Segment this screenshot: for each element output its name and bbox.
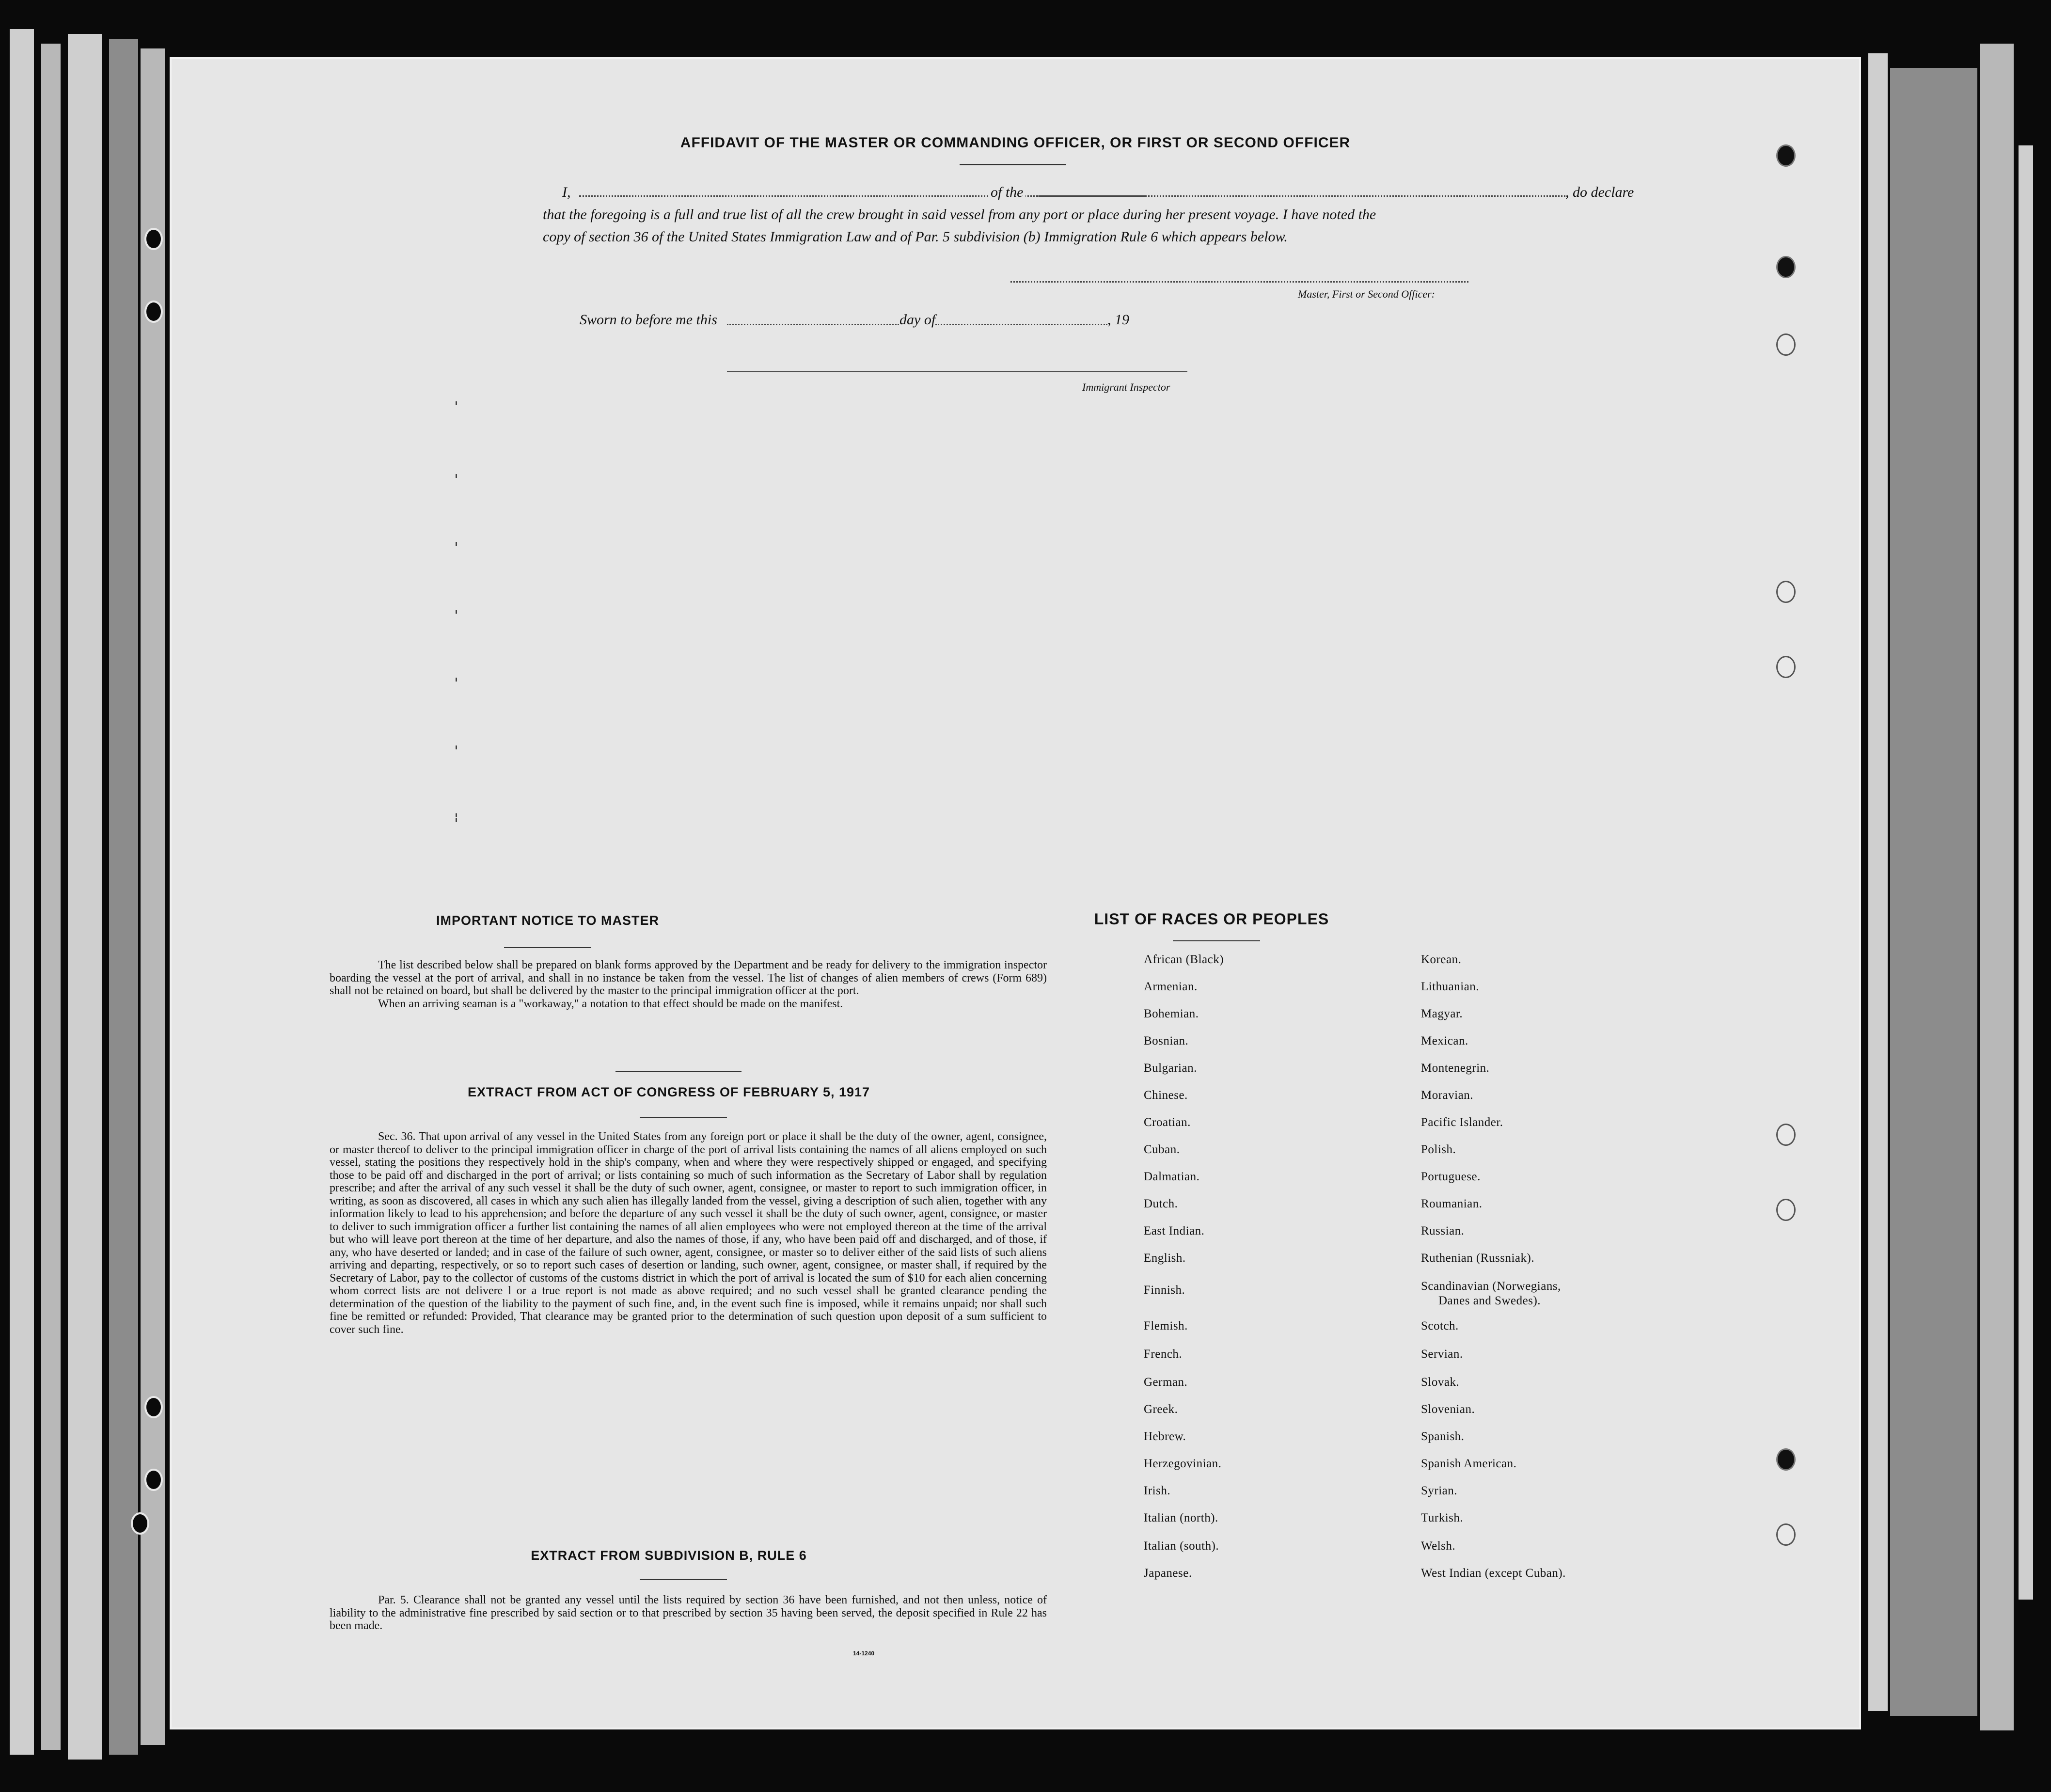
race-item: Croatian. — [1144, 1116, 1191, 1129]
sworn-year-prefix: , 19 — [1107, 312, 1129, 328]
notice-heading: IMPORTANT NOTICE TO MASTER — [436, 913, 659, 928]
act-extract-divider — [640, 1117, 727, 1118]
races-title: LIST OF RACES OR PEOPLES — [1094, 910, 1329, 928]
page-edge — [1980, 44, 2014, 1730]
declarant-prefix: I, — [562, 184, 571, 200]
notice-divider — [504, 947, 591, 948]
punch-hole-icon — [1776, 256, 1796, 278]
race-item: Lithuanian. — [1421, 980, 1480, 993]
race-item: Dutch. — [1144, 1197, 1178, 1210]
punch-hole-icon — [1776, 1448, 1796, 1471]
sworn-day-field[interactable] — [727, 324, 899, 325]
race-item: French. — [1144, 1348, 1183, 1361]
scan-mark — [456, 474, 457, 478]
inspector-signature-label: Immigrant Inspector — [1082, 381, 1170, 393]
punch-hole-icon — [1776, 581, 1796, 603]
sworn-prefix: Sworn to before me this — [580, 312, 717, 328]
scan-mark — [456, 813, 457, 817]
officer-signature-label: Master, First or Second Officer: — [1298, 288, 1435, 300]
page-edge — [41, 44, 61, 1750]
race-item: Moravian. — [1421, 1089, 1473, 1102]
race-item: Finnish. — [1144, 1284, 1185, 1297]
act-extract-text: Sec. 36. That upon arrival of any vessel in the United States from any foreign port or place it shall be the duty of the owner, agent, consignee, or master thereof to deliver to the principal immigration officer in charge of the port of arrival lists containing the names of all aliens employed on such vessel, stating the positions they respectively hold in the ship's company, when and where they were respectively shipped or engaged, and specifying those to be paid off and discharged in the port of arrival; or lists containing so much of such information as the Secretary of Labor shall by regulation prescribe; and after the arrival of any such vessel it shall be the duty of such owner, agent, consignee, or master to report to such immigration officer, in writing, as soon as discovered, all cases in which any such alien has illegally landed from the vessel, giving a description of such alien, together with any information likely to lead to his apprehension; and before the departure of any such vessel it shall be the duty of such owner, agent, consignee, or master to deliver to such immigration officer a further list containing the names of all alien employees who were not employed thereon at the time of the arrival but who will leave port thereon at the time of her departure, and also the names of those, if any, who have been paid off and discharged, and of those, if any, who have deserted or landed; and in case of the failure of such owner, agent, consignee, or master so to deliver either of the said lists of such aliens arriving and departing, respectively, or so to report such cases of desertion or landing, such owner, agent, consignee, or master shall, if required by the Secretary of Labor, pay to the collector of customs of the customs district in which the port of arrival is located the sum of $10 for each alien concerning whom correct lists are not delivere l or a true report is not made as above required; and no such vessel shall be granted clearance pending the determination of the question of the liability to the payment of such fine, and, in the event such fine is imposed, while it remains unpaid; nor shall such fine be remitted or refunded: Provided, That clearance may be granted prior to the determination of such question upon deposit of a sum sufficient to cover such fine. — [330, 1130, 1047, 1336]
race-item: Danes and Swedes). — [1438, 1294, 1541, 1307]
act-extract-body — [330, 1130, 1047, 1336]
sworn-month-field[interactable] — [935, 324, 1107, 325]
race-item: Ruthenian (Russniak). — [1421, 1252, 1535, 1265]
race-item: Cuban. — [1144, 1143, 1180, 1156]
race-item: Bosnian. — [1144, 1034, 1189, 1047]
race-item: West Indian (except Cuban). — [1421, 1567, 1566, 1580]
race-item: English. — [1144, 1252, 1186, 1265]
notice-end-divider — [615, 1071, 742, 1072]
page-edge — [68, 34, 102, 1760]
rule-extract-body — [330, 1594, 1047, 1633]
race-item: Japanese. — [1144, 1567, 1192, 1580]
officer-signature-field[interactable] — [1010, 281, 1468, 283]
scan-mark — [456, 818, 457, 822]
punch-hole-icon — [1776, 1199, 1796, 1221]
race-item: Herzegovinian. — [1144, 1457, 1222, 1470]
binder-hole-icon — [131, 1512, 149, 1535]
rule-extract-divider — [640, 1579, 727, 1580]
race-item: Scandinavian (Norwegians, — [1421, 1280, 1561, 1293]
notice-body — [330, 959, 1047, 1010]
form-number: 14-1240 — [853, 1650, 875, 1657]
vessel-prefix: of the — [989, 184, 1026, 201]
race-item: Turkish. — [1421, 1511, 1464, 1524]
race-item: Russian. — [1421, 1224, 1465, 1237]
race-item: Montenegrin. — [1421, 1062, 1490, 1075]
race-item: Scotch. — [1421, 1319, 1459, 1332]
race-item: Mexican. — [1421, 1034, 1468, 1047]
vessel-name-field[interactable] — [1037, 195, 1565, 197]
race-item: Dalmatian. — [1144, 1170, 1200, 1183]
race-item: Chinese. — [1144, 1089, 1188, 1102]
binder-hole-icon — [144, 1469, 163, 1491]
race-item: Welsh. — [1421, 1539, 1456, 1553]
rule-extract-heading: EXTRACT FROM SUBDIVISION B, RULE 6 — [531, 1548, 807, 1563]
page-edge — [1890, 68, 1977, 1716]
act-extract-heading: EXTRACT FROM ACT OF CONGRESS OF FEBRUARY 5, 1917 — [467, 1085, 870, 1099]
notice-paragraph: When an arriving seaman is a "workaway," a notation to that effect should be made on the manifest. — [378, 997, 843, 1010]
race-item: Irish. — [1144, 1484, 1171, 1497]
race-item: Slovak. — [1421, 1376, 1460, 1389]
punch-hole-icon — [1776, 1124, 1796, 1146]
scan-mark — [456, 610, 457, 614]
scan-mark — [456, 745, 457, 749]
race-item: Flemish. — [1144, 1319, 1188, 1332]
race-item: German. — [1144, 1376, 1188, 1389]
punch-hole-icon — [1776, 333, 1796, 356]
scan-mark — [456, 542, 457, 546]
race-item: East Indian. — [1144, 1224, 1205, 1237]
race-item: Magyar. — [1421, 1007, 1463, 1020]
page-edge — [2019, 145, 2033, 1600]
race-item: Pacific Islander. — [1421, 1116, 1503, 1129]
binder-hole-icon — [144, 228, 163, 250]
scan-mark — [456, 401, 457, 405]
races-divider — [1173, 940, 1260, 941]
race-item: Syrian. — [1421, 1484, 1458, 1497]
declare-suffix: , do declare — [1565, 184, 1634, 200]
race-item: Roumanian. — [1421, 1197, 1483, 1210]
binder-hole-icon — [144, 1396, 163, 1418]
page-edge — [10, 29, 34, 1755]
race-item: Hebrew. — [1144, 1430, 1186, 1443]
race-item: Servian. — [1421, 1348, 1463, 1361]
race-item: Italian (north). — [1144, 1511, 1218, 1524]
page-edge — [1868, 53, 1888, 1711]
affidavit-statement-line: that the foregoing is a full and true list of all the crew brought in said vessel from any port or place during her present voyage. I have noted the — [543, 206, 1376, 222]
race-item: Armenian. — [1144, 980, 1198, 993]
page-edge — [109, 39, 138, 1755]
race-item: Slovenian. — [1421, 1403, 1475, 1416]
sworn-month-prefix: day of — [899, 312, 936, 328]
race-item: Bohemian. — [1144, 1007, 1199, 1020]
affidavit-title: AFFIDAVIT OF THE MASTER OR COMMANDING OFFICER, OR FIRST OR SECOND OFFICER — [680, 135, 1351, 151]
punch-hole-icon — [1776, 1523, 1796, 1546]
notice-paragraph: The list described below shall be prepared on blank forms approved by the Department and be ready for delivery to the immigration inspector boarding the vessel at the port of arrival, and shall in no instance be taken from the vessel. The list of changes of alien members of crews (Form 689) shall not be retained on board, but shall be delivered by the master to the principal immigration officer at the port. — [330, 959, 1047, 997]
race-item: Greek. — [1144, 1403, 1178, 1416]
inspector-signature-field[interactable] — [727, 371, 1187, 372]
title-divider — [960, 164, 1066, 165]
race-item: Bulgarian. — [1144, 1062, 1197, 1075]
race-item: Spanish. — [1421, 1430, 1465, 1443]
race-item: Korean. — [1421, 953, 1462, 966]
punch-hole-icon — [1776, 656, 1796, 678]
race-item: Portuguese. — [1421, 1170, 1481, 1183]
scan-mark — [456, 678, 457, 682]
race-item: African (Black) — [1144, 953, 1224, 966]
race-item: Italian (south). — [1144, 1539, 1219, 1553]
affidavit-statement-line: copy of section 36 of the United States Immigration Law and of Par. 5 subdivision (b) Immigration Rule 6 which appears below. — [543, 229, 1288, 245]
document-page — [170, 57, 1861, 1729]
rule-extract-text: Par. 5. Clearance shall not be granted any vessel until the lists required by section 36 have been furnished, and not then unless, notice of liability to the administrative fine prescribed by said section or to that prescribed by section 35 having been served, the deposit specified in Rule 22 has been made. — [330, 1594, 1047, 1632]
race-item: Spanish American. — [1421, 1457, 1517, 1470]
race-item: Polish. — [1421, 1143, 1456, 1156]
binder-hole-icon — [144, 301, 163, 323]
